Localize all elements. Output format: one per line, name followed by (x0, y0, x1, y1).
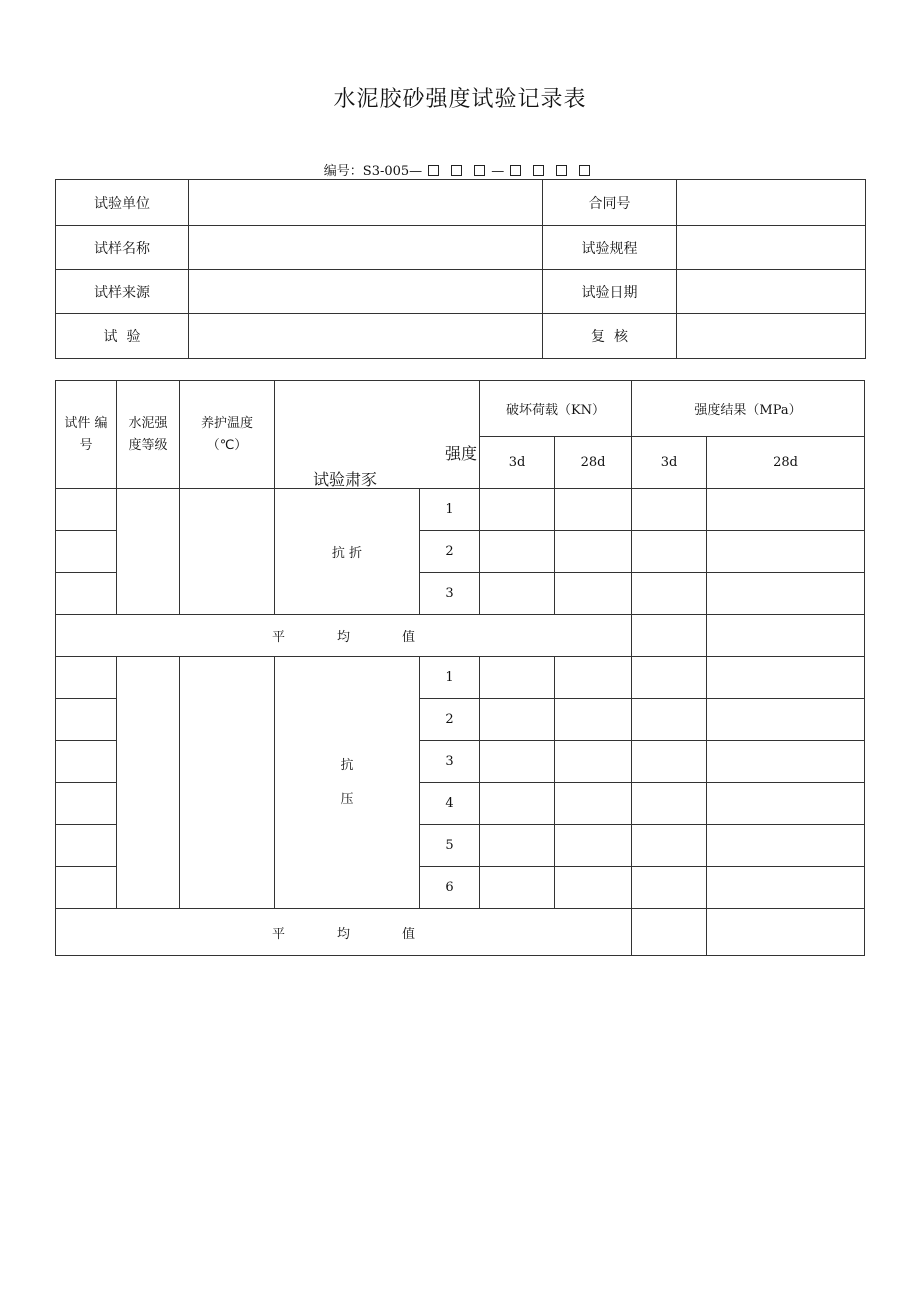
col-temp-text: 养护温度（℃） (200, 416, 253, 453)
col-specimen-header (56, 381, 117, 489)
average-row (56, 909, 865, 956)
code-box[interactable] (474, 165, 485, 176)
load-3d-cell[interactable] (480, 741, 555, 783)
strength-3d-cell[interactable] (632, 741, 707, 783)
diagonal-header (275, 381, 480, 489)
col-specimen-text: 试件 编号 (64, 415, 108, 453)
row-number: 1 (420, 489, 480, 531)
strength-3d-cell[interactable] (632, 531, 707, 573)
strength-28d-cell[interactable] (707, 699, 865, 741)
code-box[interactable] (451, 165, 462, 176)
procedure-label: 试验规程 (543, 226, 677, 270)
grade-cell[interactable] (117, 657, 180, 909)
code-box[interactable] (533, 165, 544, 176)
avg-char: 平 (271, 630, 285, 645)
avg-char: 均 (336, 926, 350, 942)
table-row (56, 657, 865, 699)
contract-field[interactable] (677, 180, 866, 226)
code-box[interactable] (428, 165, 439, 176)
load-28d-cell[interactable] (555, 783, 632, 825)
load-28d-header: 28d (555, 437, 632, 489)
avg-char: 值 (402, 630, 416, 645)
load-3d-header: 3d (480, 437, 555, 489)
average-label (56, 909, 632, 956)
load-3d-cell[interactable] (480, 867, 555, 909)
row-number: 3 (420, 741, 480, 783)
load-28d-cell[interactable] (555, 867, 632, 909)
strength-28d-cell[interactable] (707, 825, 865, 867)
specimen-cell[interactable] (56, 531, 117, 573)
strength-28d-cell[interactable] (707, 783, 865, 825)
strength-3d-cell[interactable] (632, 867, 707, 909)
strength-28d-cell[interactable] (707, 573, 865, 615)
compressive-label (275, 657, 420, 909)
page-title: 水泥胶砂强度试验记录表 (333, 87, 587, 112)
strength-28d-cell[interactable] (707, 531, 865, 573)
average-row (56, 615, 865, 657)
grade-cell[interactable] (117, 489, 180, 615)
avg-char: 均 (336, 630, 350, 645)
row-number: 6 (420, 867, 480, 909)
flexural-label: 抗 折 (275, 489, 420, 615)
strength-3d-cell[interactable] (632, 699, 707, 741)
strength-header: 强度结果（MPa） (632, 381, 865, 437)
average-28d-cell[interactable] (707, 615, 865, 657)
col-grade-header (117, 381, 180, 489)
document-code (0, 160, 920, 179)
diag-bottom-label: 试验肃豕 (313, 470, 378, 489)
load-28d-cell[interactable] (555, 573, 632, 615)
strength-3d-cell[interactable] (632, 657, 707, 699)
avg-char: 值 (402, 926, 416, 942)
average-label (56, 615, 632, 657)
strength-3d-cell[interactable] (632, 573, 707, 615)
reviewer-field[interactable] (677, 314, 866, 359)
strength-3d-header: 3d (632, 437, 707, 489)
row-number: 4 (420, 783, 480, 825)
row-number: 5 (420, 825, 480, 867)
tester-field[interactable] (189, 314, 543, 359)
strength-3d-cell[interactable] (632, 825, 707, 867)
load-3d-cell[interactable] (480, 573, 555, 615)
col-grade-text: 水泥强度等级 (128, 415, 168, 453)
row-number: 1 (420, 657, 480, 699)
specimen-cell[interactable] (56, 825, 117, 867)
load-3d-cell[interactable] (480, 783, 555, 825)
load-header: 破坏荷载（KN） (480, 381, 632, 437)
temp-cell[interactable] (180, 657, 275, 909)
load-28d-cell[interactable] (555, 657, 632, 699)
strength-28d-header: 28d (707, 437, 865, 489)
load-28d-cell[interactable] (555, 699, 632, 741)
specimen-cell[interactable] (56, 783, 117, 825)
strength-3d-cell[interactable] (632, 783, 707, 825)
strength-3d-cell[interactable] (632, 489, 707, 531)
tester-label: 试 验 (56, 314, 189, 359)
load-3d-cell[interactable] (480, 489, 555, 531)
avg-char: 平 (271, 926, 285, 942)
average-3d-cell[interactable] (632, 615, 707, 657)
date-field[interactable] (677, 270, 866, 314)
compressive-char: 抗 (340, 757, 354, 773)
col-temp-header (180, 381, 275, 489)
source-field[interactable] (189, 270, 543, 314)
load-3d-cell[interactable] (480, 825, 555, 867)
code-box[interactable] (579, 165, 590, 176)
strength-28d-cell[interactable] (707, 489, 865, 531)
specimen-cell[interactable] (56, 489, 117, 531)
date-label: 试验日期 (543, 270, 677, 314)
row-number: 3 (420, 573, 480, 615)
unit-field[interactable] (189, 180, 543, 226)
load-28d-cell[interactable] (555, 489, 632, 531)
temp-cell[interactable] (180, 489, 275, 615)
code-box[interactable] (510, 165, 521, 176)
code-label: 编号：S3-005— (323, 164, 423, 179)
source-label: 试样来源 (56, 270, 189, 314)
average-3d-cell[interactable] (632, 909, 707, 956)
sample-name-field[interactable] (189, 226, 543, 270)
load-3d-cell[interactable] (480, 531, 555, 573)
specimen-cell[interactable] (56, 573, 117, 615)
contract-label: 合同号 (543, 180, 677, 226)
code-separator: — (491, 164, 505, 179)
load-3d-cell[interactable] (480, 699, 555, 741)
table-row (56, 489, 865, 531)
info-table (55, 179, 866, 359)
load-28d-cell[interactable] (555, 531, 632, 573)
load-28d-cell[interactable] (555, 741, 632, 783)
reviewer-label: 复 核 (543, 314, 677, 359)
compressive-char: 压 (340, 791, 354, 807)
load-28d-cell[interactable] (555, 825, 632, 867)
strength-28d-cell[interactable] (707, 867, 865, 909)
unit-label: 试验单位 (56, 180, 189, 226)
strength-28d-cell[interactable] (707, 657, 865, 699)
code-box[interactable] (556, 165, 567, 176)
specimen-cell[interactable] (56, 741, 117, 783)
specimen-cell[interactable] (56, 699, 117, 741)
row-number: 2 (420, 531, 480, 573)
load-3d-cell[interactable] (480, 657, 555, 699)
sample-name-label: 试样名称 (56, 226, 189, 270)
specimen-cell[interactable] (56, 867, 117, 909)
row-number: 2 (420, 699, 480, 741)
strength-28d-cell[interactable] (707, 741, 865, 783)
procedure-field[interactable] (677, 226, 866, 270)
strength-table (55, 380, 865, 956)
average-28d-cell[interactable] (707, 909, 865, 956)
specimen-cell[interactable] (56, 657, 117, 699)
diag-top-label: 强度 (444, 444, 477, 463)
